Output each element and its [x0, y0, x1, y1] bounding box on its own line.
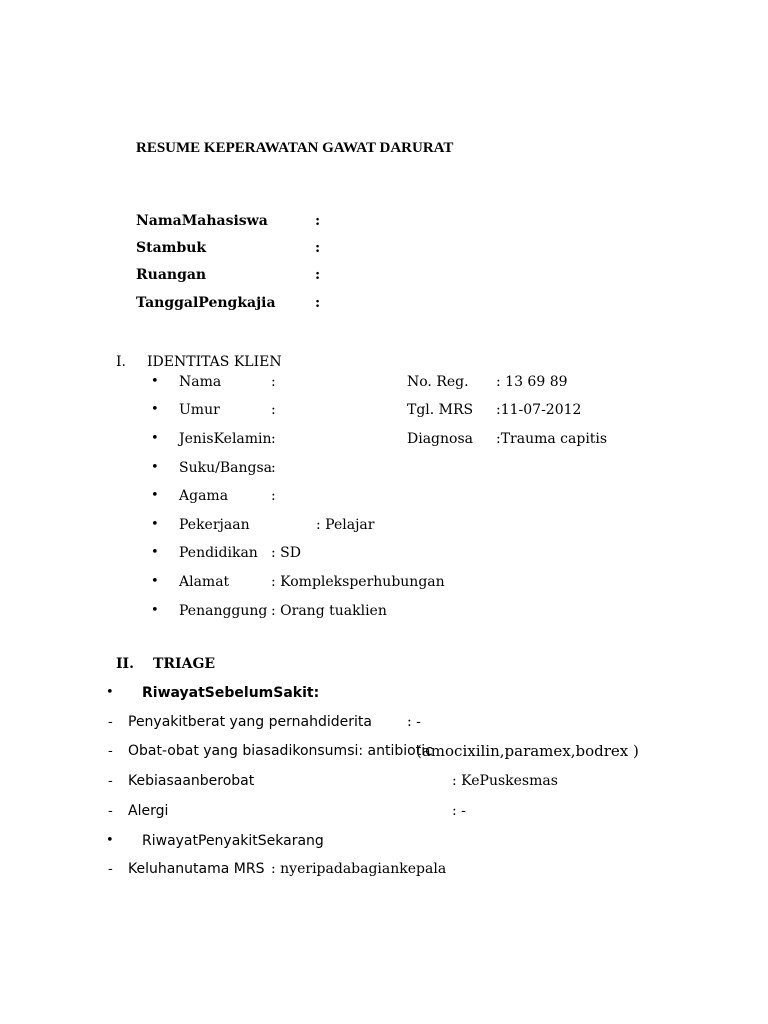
- section-number: II.: [116, 656, 134, 672]
- jeniskelamin-value: :: [271, 431, 276, 447]
- umur-value: :: [271, 402, 276, 418]
- pendidikan-label: Pendidikan: [179, 545, 258, 561]
- stambuk-colon: :: [315, 240, 321, 256]
- bullet-icon: •: [151, 488, 159, 503]
- riwayat-sebelum-heading: RiwayatSebelumSakit:: [142, 685, 320, 701]
- section-title: TRIAGE: [153, 656, 216, 672]
- penyakit-label: Penyakitberat yang pernahdiderita: [128, 714, 372, 730]
- student-name-colon: :: [315, 213, 321, 229]
- document-title: RESUME KEPERAWATAN GAWAT DARURAT: [136, 140, 454, 156]
- penyakit-value: : -: [407, 714, 421, 730]
- penanggung-label: Penanggung: [179, 603, 268, 619]
- bullet-icon: •: [151, 517, 159, 532]
- keluhan-label: Keluhanutama MRS: [128, 861, 265, 877]
- alergi-label: Alergi: [128, 803, 169, 819]
- tanggal-colon: :: [315, 295, 321, 311]
- kebiasaan-label: Kebiasaanberobat: [128, 773, 255, 789]
- obat-value: (amocixilin,paramex,bodrex ): [416, 742, 639, 760]
- dash-icon: -: [108, 773, 113, 789]
- riwayat-sekarang-heading: RiwayatPenyakitSekarang: [142, 833, 324, 849]
- pekerjaan-label: Pekerjaan: [179, 517, 250, 533]
- umur-label: Umur: [179, 402, 220, 418]
- suku-value: :: [271, 460, 276, 476]
- nama-label: Nama: [179, 374, 222, 390]
- penanggung-value: : Orang tuaklien: [271, 603, 387, 619]
- alamat-label: Alamat: [179, 574, 230, 590]
- dash-icon: -: [108, 803, 113, 819]
- stambuk-label: Stambuk: [136, 240, 207, 256]
- keluhan-value: : nyeripadabagiankepala: [271, 861, 447, 877]
- pekerjaan-value: : Pelajar: [316, 517, 375, 533]
- dash-icon: -: [108, 714, 113, 730]
- noreg-label: No. Reg.: [407, 374, 469, 390]
- alergi-value: : -: [452, 803, 466, 819]
- bullet-icon: •: [106, 685, 114, 700]
- suku-label: Suku/Bangsa: [179, 460, 272, 476]
- bullet-icon: •: [151, 374, 159, 389]
- agama-label: Agama: [179, 488, 229, 504]
- agama-value: :: [271, 488, 276, 504]
- bullet-icon: •: [151, 574, 159, 589]
- bullet-icon: •: [151, 431, 159, 446]
- obat-label: Obat-obat yang biasadikonsumsi: antibiotic: [128, 743, 433, 759]
- section-number: I.: [116, 354, 126, 370]
- bullet-icon: •: [106, 833, 114, 848]
- student-name-label: NamaMahasiswa: [136, 213, 268, 229]
- diagnosa-value: :Trauma capitis: [496, 431, 608, 447]
- bullet-icon: •: [151, 545, 159, 560]
- jeniskelamin-label: JenisKelamin: [179, 431, 272, 447]
- tglmrs-label: Tgl. MRS: [407, 402, 474, 418]
- ruangan-colon: :: [315, 267, 321, 283]
- nama-value: :: [271, 374, 276, 390]
- alamat-value: : Kompleksperhubungan: [271, 574, 445, 590]
- bullet-icon: •: [151, 603, 159, 618]
- dash-icon: -: [108, 743, 113, 759]
- section-title: IDENTITAS KLIEN: [147, 354, 282, 370]
- pendidikan-value: : SD: [271, 545, 301, 561]
- kebiasaan-value: : KePuskesmas: [452, 773, 558, 789]
- diagnosa-label: Diagnosa: [407, 431, 473, 447]
- tanggal-label: TanggalPengkajia: [136, 295, 276, 311]
- bullet-icon: •: [151, 460, 159, 475]
- tglmrs-value: :11-07-2012: [496, 402, 582, 418]
- ruangan-label: Ruangan: [136, 267, 207, 283]
- noreg-value: : 13 69 89: [496, 374, 568, 390]
- bullet-icon: •: [151, 402, 159, 417]
- dash-icon: -: [108, 861, 113, 877]
